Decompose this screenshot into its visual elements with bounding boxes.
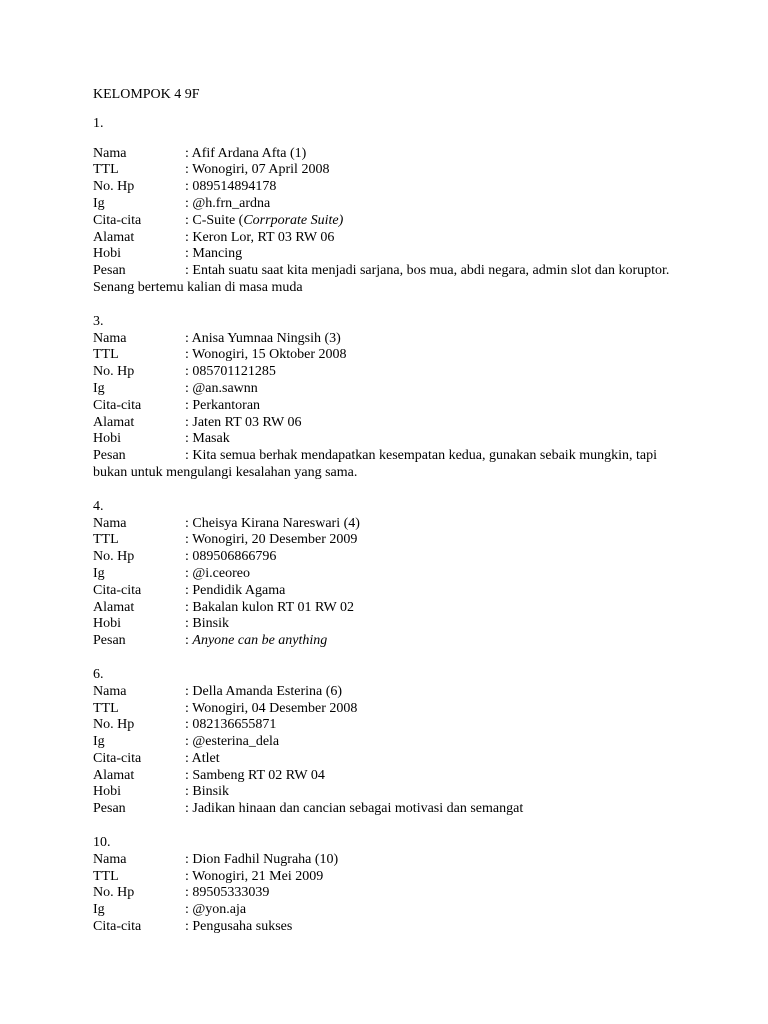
field-value: : Wonogiri, 04 Desember 2008 bbox=[185, 700, 358, 716]
field-cita-cita bbox=[93, 398, 673, 415]
field-label: Nama bbox=[93, 145, 127, 161]
field-value: : Jaten RT 03 RW 06 bbox=[185, 414, 302, 430]
field-value: : Wonogiri, 15 Oktober 2008 bbox=[185, 347, 347, 363]
field-value: : @esterina_dela bbox=[185, 734, 280, 750]
field-pesan bbox=[93, 448, 673, 482]
field-alamat bbox=[93, 230, 673, 247]
field-label: No. Hp bbox=[93, 885, 135, 901]
field-label: Nama bbox=[93, 515, 127, 531]
field-label: Pesan bbox=[93, 448, 126, 464]
field-no-hp bbox=[93, 717, 673, 734]
field-value: : Sambeng RT 02 RW 04 bbox=[185, 767, 325, 783]
field-label: Ig bbox=[93, 195, 105, 211]
field-cita-cita bbox=[93, 751, 673, 768]
field-label: Ig bbox=[93, 734, 105, 750]
field-value: : 085701121285 bbox=[185, 364, 276, 380]
field-ttl bbox=[93, 701, 673, 718]
field-value: : Jadikan hinaan dan cancian sebagai motivasi dan semangat bbox=[185, 801, 524, 817]
field-no-hp bbox=[93, 549, 673, 566]
field-label: TTL bbox=[93, 868, 119, 884]
entry-number: 1. bbox=[93, 115, 104, 131]
field-label: Cita-cita bbox=[93, 919, 142, 935]
field-alamat bbox=[93, 600, 673, 617]
field-hobi bbox=[93, 246, 673, 263]
field-no-hp bbox=[93, 885, 673, 902]
field-value: : Afif Ardana Afta (1) bbox=[185, 145, 307, 161]
field-no-hp bbox=[93, 364, 673, 381]
field-label: Ig bbox=[93, 380, 105, 396]
field-hobi bbox=[93, 784, 673, 801]
field-value: : Kita semua berhak mendapatkan kesempatan kedua, gunakan sebaik mungkin, tapi bukan untuk mengulangi kesalahan yang sama. bbox=[93, 448, 657, 480]
field-ig bbox=[93, 566, 673, 583]
field-label: Nama bbox=[93, 330, 127, 346]
field-nama bbox=[93, 146, 673, 163]
document-body bbox=[93, 87, 673, 953]
field-value: : @i.ceoreo bbox=[185, 565, 250, 581]
field-label: Pesan bbox=[93, 263, 126, 279]
field-ttl bbox=[93, 532, 673, 549]
field-label: Nama bbox=[93, 683, 127, 699]
field-value: : Della Amanda Esterina (6) bbox=[185, 683, 343, 699]
field-value: : Atlet bbox=[185, 750, 220, 766]
field-nama bbox=[93, 516, 673, 533]
field-value-italic: Corrporate Suite) bbox=[243, 212, 344, 228]
field-label: Cita-cita bbox=[93, 582, 142, 598]
field-label: TTL bbox=[93, 347, 119, 363]
entry-number: 3. bbox=[93, 313, 104, 329]
field-nama bbox=[93, 684, 673, 701]
field-value-italic: Anyone can be anything bbox=[192, 633, 328, 649]
field-label: Alamat bbox=[93, 414, 135, 430]
field-pesan bbox=[93, 263, 673, 297]
field-cita-cita bbox=[93, 213, 673, 230]
field-value: : Pendidik Agama bbox=[185, 582, 286, 598]
field-label: Cita-cita bbox=[93, 212, 142, 228]
field-label: Ig bbox=[93, 565, 105, 581]
field-cita-cita bbox=[93, 919, 673, 936]
field-value: : @h.frn_ardna bbox=[185, 195, 271, 211]
field-ttl bbox=[93, 162, 673, 179]
member-entry-6 bbox=[93, 667, 673, 818]
field-value: : Cheisya Kirana Nareswari (4) bbox=[185, 515, 360, 531]
document-title: KELOMPOK 4 9F bbox=[93, 87, 200, 102]
field-value: : 89505333039 bbox=[185, 885, 270, 901]
field-ig bbox=[93, 734, 673, 751]
field-alamat bbox=[93, 415, 673, 432]
field-label: No. Hp bbox=[93, 364, 135, 380]
field-value: : Binsik bbox=[185, 616, 229, 632]
field-value: : @yon.aja bbox=[185, 902, 247, 918]
field-ig bbox=[93, 902, 673, 919]
member-entry-10 bbox=[93, 835, 673, 936]
field-ttl bbox=[93, 347, 673, 364]
field-label: Hobi bbox=[93, 246, 121, 262]
field-label: No. Hp bbox=[93, 549, 135, 565]
field-value: : @an.sawnn bbox=[185, 380, 258, 396]
field-ttl bbox=[93, 869, 673, 886]
field-value: : Perkantoran bbox=[185, 397, 261, 413]
field-ig bbox=[93, 381, 673, 398]
field-value: : Mancing bbox=[185, 246, 243, 262]
field-label: Nama bbox=[93, 851, 127, 867]
field-value: : 089506866796 bbox=[185, 549, 277, 565]
field-alamat bbox=[93, 768, 673, 785]
field-value: : Wonogiri, 21 Mei 2009 bbox=[185, 868, 324, 884]
field-value: : 082136655871 bbox=[185, 717, 277, 733]
field-value: : Binsik bbox=[185, 784, 229, 800]
field-label: Alamat bbox=[93, 767, 135, 783]
field-value: : Dion Fadhil Nugraha (10) bbox=[185, 851, 339, 867]
field-value: : Masak bbox=[185, 431, 230, 447]
field-label: TTL bbox=[93, 532, 119, 548]
field-label: Cita-cita bbox=[93, 750, 142, 766]
entry-number: 10. bbox=[93, 835, 111, 851]
field-pesan bbox=[93, 801, 673, 818]
field-value: : Wonogiri, 07 April 2008 bbox=[185, 162, 330, 178]
entry-number: 4. bbox=[93, 498, 104, 514]
field-value: : 089514894178 bbox=[185, 179, 277, 195]
field-ig bbox=[93, 196, 673, 213]
field-no-hp bbox=[93, 179, 673, 196]
entry-number: 6. bbox=[93, 666, 104, 682]
field-label: Alamat bbox=[93, 599, 135, 615]
field-label: Pesan bbox=[93, 633, 126, 649]
field-label: Hobi bbox=[93, 616, 121, 632]
field-label: Hobi bbox=[93, 784, 121, 800]
field-nama bbox=[93, 331, 673, 348]
field-label: TTL bbox=[93, 162, 119, 178]
field-value: : C-Suite ( bbox=[185, 212, 244, 228]
field-cita-cita bbox=[93, 583, 673, 600]
field-hobi bbox=[93, 431, 673, 448]
field-hobi bbox=[93, 616, 673, 633]
field-nama bbox=[93, 852, 673, 869]
field-label: No. Hp bbox=[93, 717, 135, 733]
field-label: Hobi bbox=[93, 431, 121, 447]
field-pesan bbox=[93, 633, 673, 650]
field-label: No. Hp bbox=[93, 179, 135, 195]
field-label: Pesan bbox=[93, 801, 126, 817]
field-value: : Entah suatu saat kita menjadi sarjana, bos mua, abdi negara, admin slot dan koruptor. Senang bertemu kalian di masa muda bbox=[93, 263, 670, 295]
field-label: TTL bbox=[93, 700, 119, 716]
member-entry-3 bbox=[93, 314, 673, 482]
field-value: : Anisa Yumnaa Ningsih (3) bbox=[185, 330, 341, 346]
field-value: : Pengusaha sukses bbox=[185, 919, 293, 935]
field-label: Alamat bbox=[93, 229, 135, 245]
field-value: : Bakalan kulon RT 01 RW 02 bbox=[185, 599, 354, 615]
field-value: : Keron Lor, RT 03 RW 06 bbox=[185, 229, 335, 245]
field-label: Ig bbox=[93, 902, 105, 918]
member-entry-4 bbox=[93, 499, 673, 650]
field-label: Cita-cita bbox=[93, 397, 142, 413]
member-entry-1 bbox=[93, 116, 673, 297]
field-value: : Wonogiri, 20 Desember 2009 bbox=[185, 532, 358, 548]
field-value: : bbox=[185, 633, 193, 649]
